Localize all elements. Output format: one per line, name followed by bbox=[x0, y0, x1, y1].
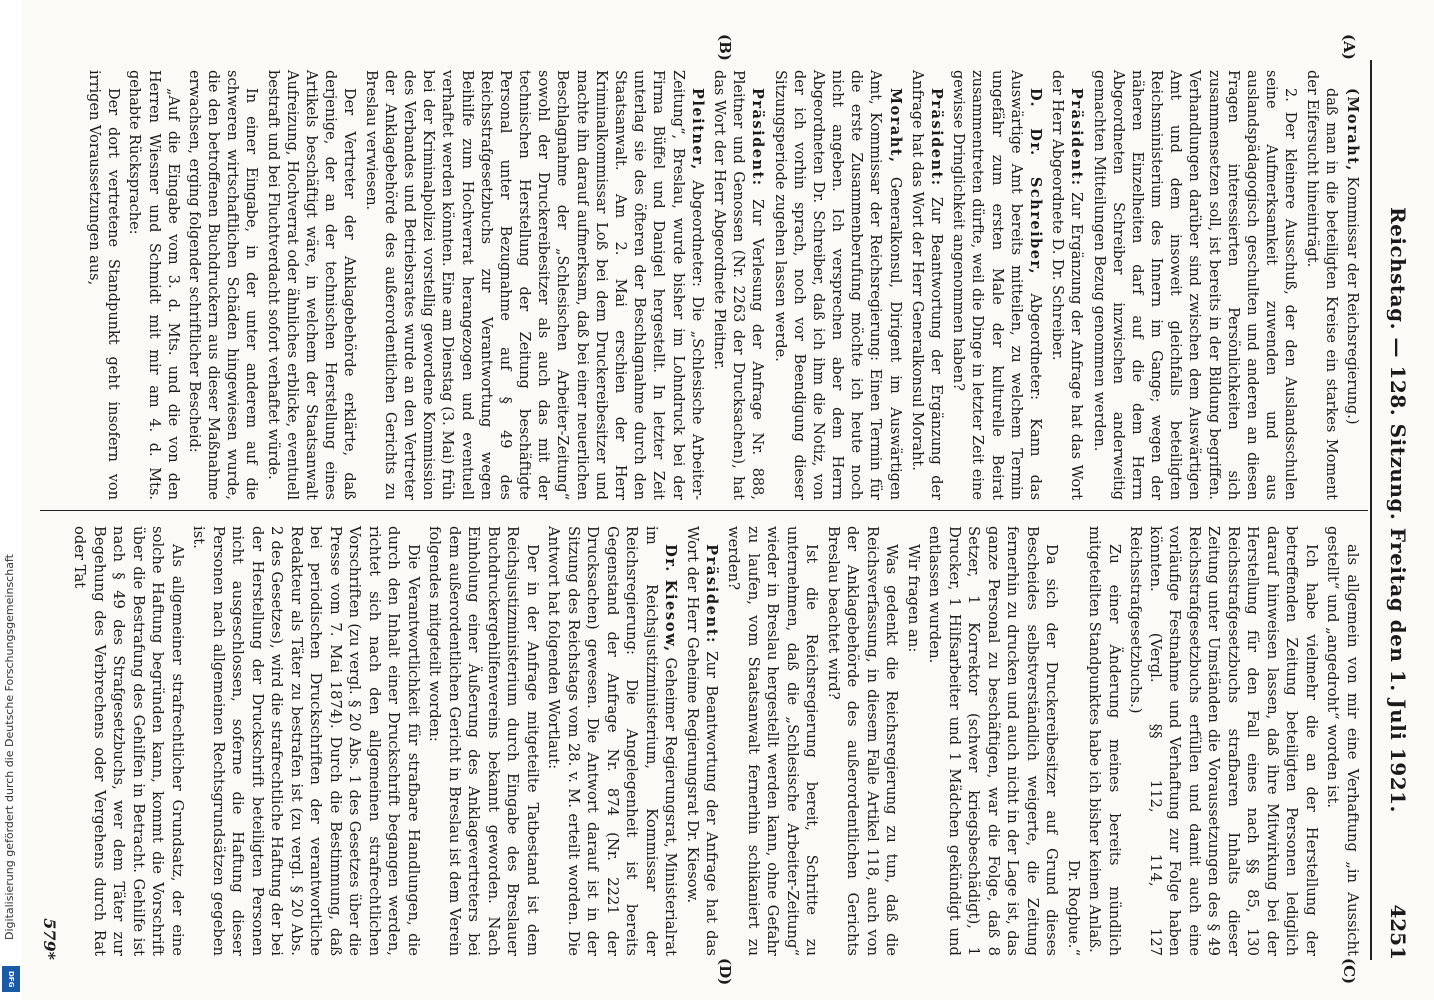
speaker-name: Präsident: bbox=[749, 88, 767, 187]
paragraph bbox=[1085, 526, 1124, 956]
paragraph bbox=[1323, 526, 1362, 956]
margin-letter-a: (A) bbox=[1340, 34, 1358, 60]
paragraph-text: Zu einer Änderung meines bereits mündlich mitgeteilten Standpunktes habe ich bisher keinen Anlaß. bbox=[1086, 526, 1123, 956]
paragraph bbox=[925, 526, 1062, 956]
paragraph bbox=[907, 70, 946, 500]
paragraph-text: Als allgemeiner strafrechtlicher Grundsatz, der eine solche Haftung begründen kann, kommt die Vorschrift über die Bestrafung des Gehilfen in Betracht. Gehilfe ist nach § 49 des Strafgesetzbuchs, wer dem Täter zur Begehung des Verbrechens oder Vergehens durch Rat oder Tat bbox=[71, 526, 186, 956]
left-text-column bbox=[82, 70, 1362, 500]
paragraph-text: „Auf die Eingabe vom 3. d. Mts. und die von den Herren Wiesner und Schmidt mit mir am 4. d. Mts. gehabte Rücksprache: bbox=[126, 70, 181, 500]
speaker-role: Geheimer Regierungsrat, Ministerialrat im Reichsjustizministerium, Kommissar der Reichsregierung: bbox=[623, 526, 680, 956]
paragraph-text: Dr. Rogbue.“ bbox=[1064, 860, 1082, 956]
dfg-logo: DFG bbox=[2, 966, 20, 992]
page-header bbox=[1376, 60, 1416, 960]
paragraph bbox=[724, 526, 822, 956]
paragraph bbox=[1047, 70, 1086, 500]
paragraph-text: Zur Beantwortung der Anfrage hat das Wort der Herr Geheime Regierungsrat Dr. Kiesow. bbox=[683, 526, 721, 956]
page-number: 4251 bbox=[1386, 904, 1410, 960]
paragraph bbox=[769, 70, 904, 500]
paragraph bbox=[682, 526, 721, 956]
speaker-name: Präsident: bbox=[1068, 88, 1086, 187]
speaker-role: Abgeordneter: bbox=[688, 180, 705, 287]
paragraph bbox=[823, 526, 901, 956]
margin-letter-c: (C) bbox=[1340, 958, 1358, 985]
funding-note: Digitalisierung gefördert durch die Deutsche Forschungsgemeinschaft bbox=[3, 554, 16, 940]
column-divider bbox=[40, 510, 1368, 511]
speaker-name: Pleitner, bbox=[688, 88, 706, 171]
paragraph bbox=[948, 70, 1045, 500]
paragraph-text: Die „Schlesische Arbeiter-Zeitung“, Breslau, wurde bisher im Lohndruck bei der Firma Büffel und Danigel hergestellt. In letzter Zeit unterlag sie des öfteren der Beschlagnahme durch den Staatsanwalt. Am 2. Mai erschien der Herr Kriminalkommissar Loß bei dem Druckereibesitzer und machte ihn darauf aufmerksam, daß bei einer neuerlichen Beschlagnahme der „Schlesischen Arbeiter-Zeitung“ sowohl der Druckereibesitzer als auch das mit der technischen Herstellung der Zeitung beschäftigte Personal unter Bezugnahme auf § 49 des Reichsstrafgesetzbuchs zur Verantwortung wegen Beihilfe zum Hochverrat herangezogen und eventuell verhaftet werden könnten. Eine am Dienstag (3. Mai) früh bei der Kriminalpolizei vorstellig gewordene Kommission des Verbandes und Betriebsrates wurde an den Vertreter der Anklagebehörde des außerordentlichen Gerichts zu Breslau verwiesen. bbox=[362, 70, 705, 501]
paragraph-text: In einer Eingabe, in der unter anderem auf die schweren wirtschaftlichen Schäden hingewiesen wurde, die den betroffenen Buchdruckern aus dieser Maßnahme erwachsen, erging folgender schriftlicher Bescheid: bbox=[185, 70, 260, 500]
speaker-name: Präsident: bbox=[703, 544, 721, 645]
paragraph-text: Zur Verlesung der Anfrage Nr. 888, Pleitner und Genossen (Nr. 2263 der Drucksachen), hat das Wort der Herr Abgeordnete Pleitner. bbox=[711, 70, 766, 500]
margin-letter-d: (D) bbox=[716, 958, 734, 986]
paragraph bbox=[263, 70, 359, 500]
paragraph bbox=[124, 70, 182, 500]
paragraph bbox=[903, 526, 923, 956]
margin-letter-b: (B) bbox=[716, 34, 734, 61]
paragraph bbox=[544, 526, 681, 956]
paragraph bbox=[1342, 70, 1362, 500]
paragraph bbox=[360, 70, 706, 500]
paragraph-text: Der Vertreter der Anklagebehörde erklärte, daß derjenige, der an der technischen Herstellung eines Artikels beschäftigt wäre, in welchem der Staatsanwalt Aufreizung, Hochverrat oder ähnliches erblicke, eventuell bestraft und bei Fluchtverdacht sofort verhaftet würde. bbox=[264, 70, 358, 500]
paragraph-text: 2. Der kleinere Ausschuß, der den Auslandsschulen seine Aufmerksamkeit zuwenden und aus auslandspädagogisch geschulten und anderen an diesen Fragen interessierten Persönlichkeiten sich zusammensetzen soll, ist bereits in der Bildung begriffen. Verhandlungen darüber sind zwischen dem Auswärtigen Amt und dem insoweit gleichfalls beteiligten Reichsministerium des Innern im Gange; wegen der näheren Einzelheiten darf auf die dem Herrn Abgeordneten Schreiber inzwischen anderweitig gemachten Mitteilungen Bezug genommen werden. bbox=[1090, 70, 1299, 500]
speaker-name: D. Dr. Schreiber, bbox=[1027, 88, 1044, 276]
paragraph bbox=[1126, 526, 1321, 956]
paragraph-text: Der in der Anfrage mitgeteilte Tatbestand ist dem Reichsjustizministerium durch Eingabe des Breslauer Buchdruckergehilfenvereins bekannt geworden. Nach Einholung einer Äußerung des Anklagevertreters bei dem außerordentlichen Gericht in Breslau ist dem Verein folgendes mitgeteilt worden: bbox=[426, 526, 541, 956]
paragraph-text: Kann das Auswärtige Amt bereits mitteilen, zu welchem Termin ungefähr zum ersten Male der kulturelle Beirat zusammentreten dürfte, weil die Dinge in letzter Zeit eine gewisse Dringlichkeit angenommen haben? bbox=[950, 70, 1043, 501]
paragraph-text: Zur Beantwortung der Ergänzung der Anfrage hat das Wort der Herr Generalkonsul Moraht. bbox=[908, 70, 945, 501]
speaker-name: Moraht, bbox=[886, 88, 904, 164]
header-rule bbox=[1370, 60, 1372, 960]
paragraph-text: Einen Termin für die erste Zusammenberufung möchte ich heute noch nicht angeben. Ich versprechen aber dem Herrn Abgeordneten Dr. Schreiber, daß ich ihm die Notiz, von der ich vorhin sprach, noch vor Beendigung dieser Sitzungsperiode zugehen lassen werde. bbox=[771, 70, 884, 501]
paragraph-text: Da sich der Druckereibesitzer auf Grund dieses Bescheides selbstverständlich weigerte, die Zeitung fernerhin zu drucken und auch nicht in der Lage ist, das ganze Personal zu beschäftigen, war die Folge, daß 8 Setzer, 1 Korrektor (schwer kriegsbeschädigt), 1 Drucker, 1 Hilfsarbeiter und 1 Mädchen gekündigt und entlassen wurden. bbox=[926, 526, 1061, 956]
paragraph-text: Was gedenkt die Reichsregierung zu tun, daß die Reichsverfassung, in diesem Falle Artikel 118, auch von der Anklagebehörde des außerordentlichen Gerichts Breslau beachtet wird? bbox=[824, 526, 901, 956]
paragraph bbox=[425, 526, 542, 956]
paragraph bbox=[69, 526, 186, 956]
right-text-column bbox=[67, 526, 1362, 956]
paragraph bbox=[84, 70, 122, 500]
paragraph bbox=[1063, 526, 1083, 956]
speaker-role: Abgeordneter: bbox=[1027, 293, 1043, 401]
speaker-name: Präsident: bbox=[928, 88, 946, 187]
paragraph-text: Der dort vertretene Standpunkt geht insofern von irrigen Voraussetzungen aus, bbox=[86, 70, 122, 500]
sheet-signature: 579* bbox=[40, 918, 59, 960]
paragraph bbox=[709, 70, 768, 500]
paragraph-text: Wir fragen an: bbox=[904, 544, 922, 653]
paragraph-text: Die Angelegenheit ist bereits Gegenstand der Anfrage Nr. 874 (Nr. 2221 der Drucksachen) gewesen. Die Antwort darauf ist in der Sitzung des Reichstags vom 28. v. M. erteilt worden. Die Antwort hat folgenden Wortlaut: bbox=[545, 526, 641, 956]
speaker-role: Kommissar der Reichsregierung.) bbox=[1344, 176, 1360, 425]
paragraph-text: Ich habe vielmehr die an der Herstellung der betreffenden Zeitung beteiligten Personen lediglich darauf hinweisen lassen, daß ihre Mitwirkung bei der Herstellung für den Fall eines nach §§ 85, 130 Reichsstrafgesetzbuchs strafbaren Inhalts dieser Zeitung unter Umständen die Voraussetzungen des § 49 Reichsstrafgesetzbuchs erfüllen und damit auch eine vorläufige Festnahme und Verhaftung zur Folge haben könnten. (Vergl. §§ 112, 114, 127 Reichsstrafgesetzbuchs.) bbox=[1127, 526, 1320, 956]
side-strip bbox=[0, 0, 22, 1000]
speaker-name: Dr. Kiesow, bbox=[662, 544, 680, 653]
paragraph bbox=[1088, 70, 1299, 500]
paragraph bbox=[184, 70, 261, 500]
paragraph-text: Ist die Reichsregierung bereit, Schritte zu unternehmen, daß die „Schlesische Arbeiter-Zeitung“ wieder in Breslau hergestellt werden kann, ohne Gefahr zu laufen, vom Staatsanwalt fernerhin schikaniert zu werden? bbox=[725, 526, 821, 956]
paragraph-text: daß man in die beteiligten Kreise ein starkes Moment der Eifersucht hineinträgt. bbox=[1303, 70, 1339, 500]
paragraph-text: Die Verantwortlichkeit für strafbare Handlungen, die durch den Inhalt einer Druckschrift begangen werden, richtet sich nach den allgemeinen strafrechtlichen Vorschriften (zu vergl. § 20 Abs. 1 des Gesetzes über die Presse vom 7. Mai 1874). Durch die Bestimmung, daß bei periodischen Druckschriften der verantwortliche Redakteur als Täter zu bestrafen ist (zu vergl. § 20 Abs. 2 des Gesetzes), wird die strafrechtliche Haftung der bei der Herstellung der Druckschrift beteiligten Personen nicht ausgeschlossen, soferne die Haftung dieser Personen nach allgemeinen Rechtsgrundsätzen gegeben ist. bbox=[190, 526, 422, 956]
speaker-name: (Moraht, bbox=[1344, 88, 1361, 172]
paragraph bbox=[189, 526, 423, 956]
speaker-role: Generalkonsul, Dirigent im Auswärtigen Amt, Kommissar der Reichsregierung: bbox=[867, 70, 903, 500]
paragraph-text: als allgemein von mir eine Verhaftung „in Aussicht gestellt“ und „angedroht“ worden ist. bbox=[1324, 526, 1361, 956]
paragraph bbox=[1301, 70, 1339, 500]
paragraph-text: Zur Ergänzung der Anfrage hat das Wort der Herr Abgeordnete D. Dr. Schreiber. bbox=[1049, 70, 1085, 500]
running-title: Reichstag. — 128. Sitzung. Freitag den 1. Juli 1921. bbox=[1386, 207, 1410, 813]
